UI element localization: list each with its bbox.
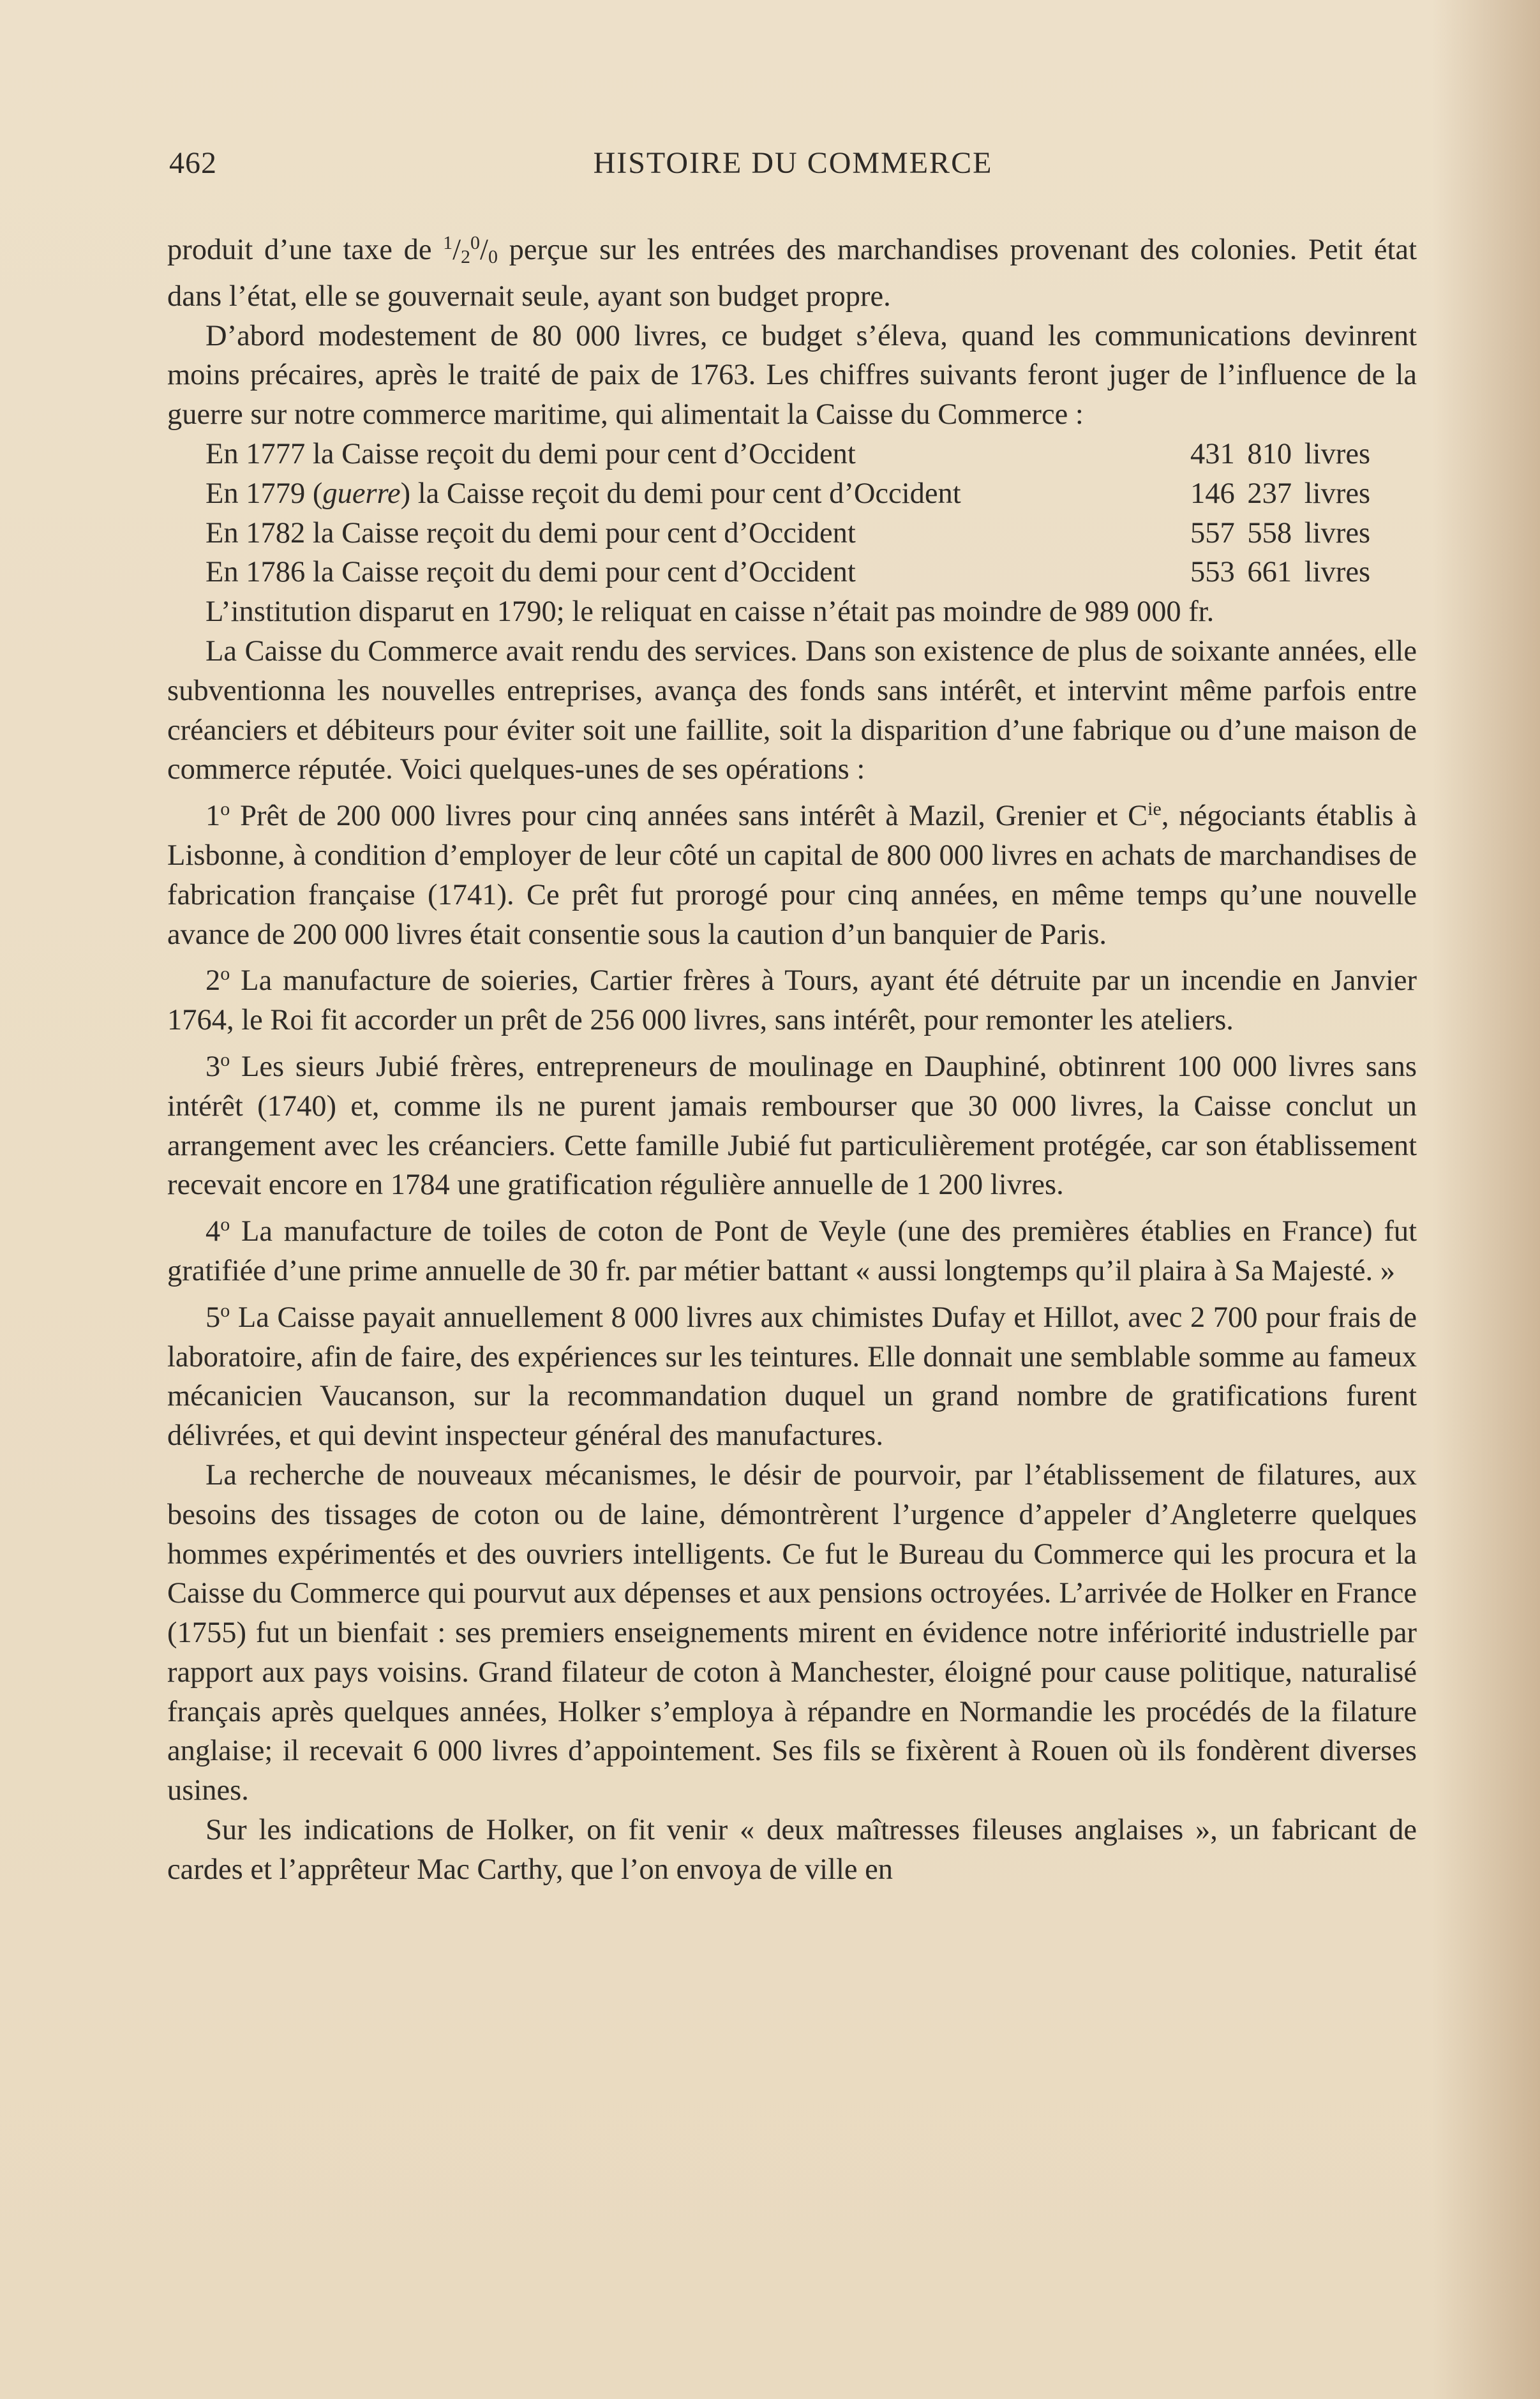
paragraph-last: Sur les indications de Holker, on fit venir « deux maîtresses fileuses anglaises », un fabricant de cardes et l’apprêteur Mac Carthy, que l’on envoya de ville en [167, 1814, 1417, 1886]
superscript: ie [1148, 798, 1162, 820]
ledger-text: En 1786 la Caisse reçoit du demi pour cent d’Occident [206, 556, 856, 589]
ledger-text: En 1777 la Caisse reçoit du demi pour cent d’Occident [206, 437, 856, 470]
text-run: produit d’une taxe de [167, 234, 444, 266]
ledger-amount: 431 810 livres [1190, 437, 1371, 470]
op-ordinal: o [220, 798, 230, 820]
ledger-amount: 146 237 livres [1190, 477, 1371, 510]
percent-top: 0 [470, 232, 481, 253]
ledger-row [167, 553, 1417, 592]
text-run: La manufacture de toiles de coton de Pont de Veyle (une des premières établies en France) fut gratifiée d’une prime annuelle de 30 fr. par métier battant « aussi longtemps qu’il plaira à Sa Majesté. » [167, 1215, 1417, 1287]
revenue-ledger [167, 435, 1417, 592]
op-ordinal: o [220, 1214, 230, 1236]
ledger-amount: 553 661 livres [1190, 556, 1371, 589]
page-number: 462 [169, 146, 217, 180]
operation-1 [167, 789, 1417, 954]
ledger-text: En 1782 la Caisse reçoit du demi pour cent d’Occident [206, 516, 856, 549]
body-text [167, 223, 1417, 1890]
paragraph-tax [167, 223, 1417, 317]
percent-bottom: 0 [488, 246, 498, 267]
text-run: Prêt de 200 000 livres pour cinq années sans intérêt à Mazil, Grenier et C [230, 800, 1148, 833]
page-header [169, 146, 1417, 184]
paragraph-services: La Caisse du Commerce avait rendu des services. Dans son existence de plus de soixante années, elle subventionna les nouvelles entreprises, avança des fonds sans intérêt, et intervint même parfois entre créanciers et débiteurs pour éviter soit une faillite, soit la disparition d’une fabrique ou d’une maison de commerce réputée. Voici quelques-unes de ses opérations : [167, 634, 1417, 786]
text-run: , négociants établis à Lisbonne, à condition d’employer de leur côté un capital de 800 000 livres en achats de marchandises de fabrication française (1741). Ce prêt fut prorogé pour cinq années, en même temps qu’une nouvelle avance de 200 000 livres était consentie sous la caution d’un banquier de Paris. [167, 800, 1417, 951]
operation-5 [167, 1291, 1417, 1456]
ledger-text: En 1779 (guerre) la Caisse reçoit du demi pour cent d’Occident [206, 477, 961, 510]
percent-slash: / [480, 234, 488, 266]
fraction-denominator: 2 [461, 246, 471, 267]
ledger-row [167, 435, 1417, 474]
op-number: 1 [206, 800, 221, 833]
running-title: HISTOIRE DU COMMERCE [593, 146, 993, 180]
ledger-row [167, 514, 1417, 553]
op-ordinal: o [220, 1049, 230, 1070]
op-number: 2 [206, 964, 221, 998]
operation-4 [167, 1205, 1417, 1291]
ledger-row [167, 474, 1417, 514]
text-run: perçue sur les entrées des marchandises provenant des colonies. Petit état dans l’état, elle se gouvernait seule, ayant son budget propre. [167, 234, 1417, 313]
text-run: La manufacture de soieries, Cartier frères à Tours, ayant été détruite par un incendie en Janvier 1764, le Roi fit accorder un prêt de 256 000 livres, sans intérêt, pour remonter les ateliers. [167, 964, 1417, 1037]
operation-2 [167, 954, 1417, 1040]
op-number: 5 [206, 1301, 221, 1334]
fraction-numerator: 1 [443, 232, 453, 253]
paragraph-institution: L’institution disparut en 1790; le reliquat en caisse n’était pas moindre de 989 000 fr. [206, 595, 1215, 629]
paragraph-budget: D’abord modestement de 80 000 livres, ce budget s’éleva, quand les communications devinrent moins précaires, après le traité de paix de 1763. Les chiffres suivants feront juger de l’influence de la guerre sur notre commerce maritime, qui alimentait la Caisse du Commerce : [167, 319, 1417, 431]
op-number: 4 [206, 1215, 221, 1248]
paragraph-holker: La recherche de nouveaux mécanismes, le désir de pourvoir, par l’établissement de filatures, aux besoins des tissages de coton ou de laine, démontrèrent l’urgence d’appeler d’Angleterre quelques hommes expérimentés et des ouvriers intelligents. Ce fut le Bureau du Commerce qui les procura et la Caisse du Commerce qui pourvut aux dépenses et aux pensions octroyées. L’arrivée de Holker en France (1755) fut un bienfait : ses premiers enseignements mirent en évidence notre infériorité industrielle par rapport aux pays voisins. Grand filateur de coton à Manchester, éloigné pour cause politique, naturalisé français après quelques années, Holker s’employa à répandre en Normandie les procédés de la filature anglaise; il recevait 6 000 livres d’appointement. Ses fils se fixèrent à Rouen où ils fondèrent diverses usines. [167, 1458, 1417, 1807]
op-ordinal: o [220, 963, 230, 985]
op-ordinal: o [220, 1299, 230, 1321]
op-number: 3 [206, 1050, 221, 1083]
text-run: Les sieurs Jubié frères, entrepreneurs de moulinage en Dauphiné, obtinrent 100 000 livres sans intérêt (1740) et, comme ils ne purent jamais rembourser que 30 000 livres, la Caisse conclut un arrangement avec les créanciers. Cette famille Jubié fut particulièrement protégée, car son établissement recevait encore en 1784 une gratification régulière annuelle de 1 200 livres. [167, 1050, 1417, 1202]
text-run: La Caisse payait annuellement 8 000 livres aux chimistes Dufay et Hillot, avec 2 700 pour frais de laboratoire, afin de faire, des expériences sur les teintures. Elle donnait une semblable somme au fameux mécanicien Vaucanson, sur la recommandation duquel un grand nombre de gratifications furent délivrées, et qui devint inspecteur général des manufactures. [167, 1301, 1417, 1453]
ledger-amount: 557 558 livres [1190, 516, 1371, 549]
operation-3 [167, 1040, 1417, 1205]
fraction-slash: / [452, 234, 461, 266]
